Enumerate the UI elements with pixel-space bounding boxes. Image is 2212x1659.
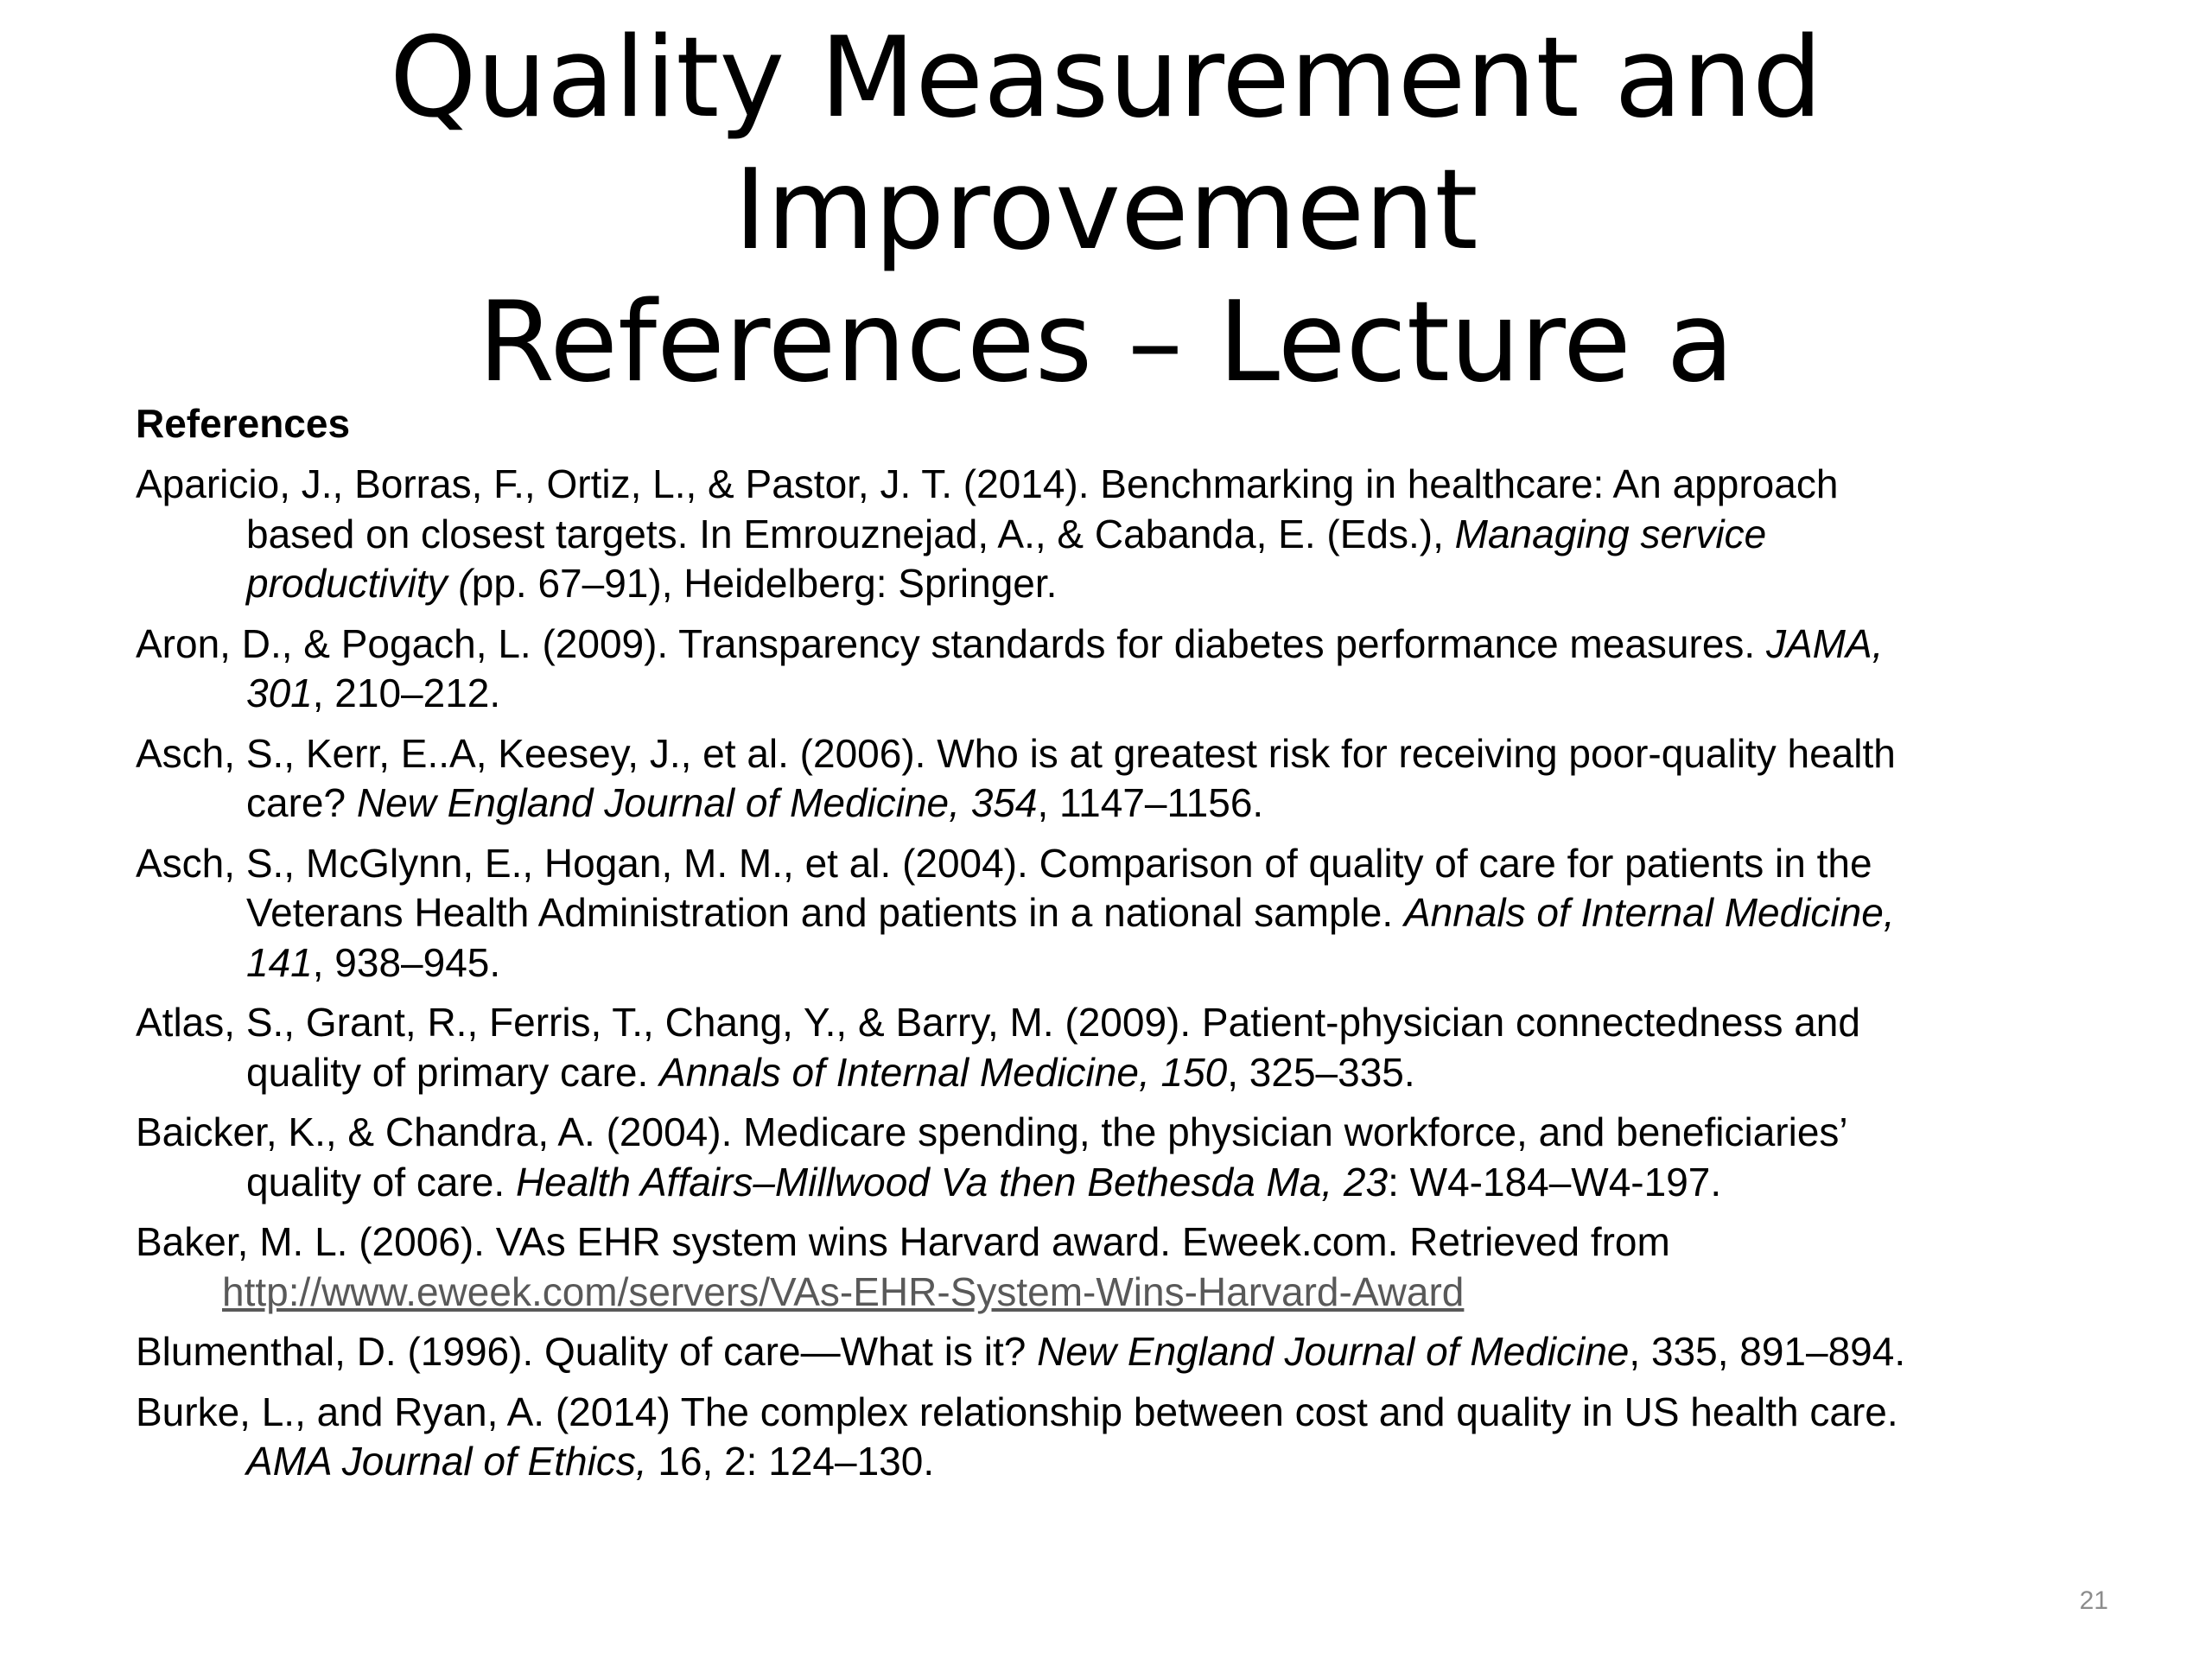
reference-text: Aron, D., & Pogach, L. (2009). Transparency standards for diabetes performance measures. <box>136 620 1766 666</box>
reference-source: New England Journal of Medicine, 354 <box>356 780 1038 825</box>
reference-line <box>246 938 2123 988</box>
reference-source: Annals of Internal Medicine, 150 <box>659 1049 1228 1095</box>
reference-text: : W4-184–W4-197. <box>1388 1159 1722 1205</box>
reference-line <box>136 1327 2123 1377</box>
slide-title-line-2: Improvement <box>734 146 1478 275</box>
reference-line <box>246 510 2123 560</box>
reference-source: productivity ( <box>246 561 472 606</box>
reference-text: quality of primary care. <box>246 1049 660 1095</box>
reference-line: Baicker, K., & Chandra, A. (2004). Medicare spending, the physician workforce, and beneficiaries’ <box>136 1109 1848 1154</box>
reference-source: Health Affairs–Millwood Va then Bethesda Ma, 23 <box>515 1159 1389 1205</box>
reference-item <box>136 729 2123 829</box>
reference-item <box>136 1388 2123 1487</box>
reference-item <box>136 460 2123 609</box>
reference-item <box>136 839 2123 988</box>
reference-text: , 210–212. <box>312 671 501 715</box>
reference-source: Managing service <box>1454 511 1767 556</box>
reference-text: pp. 67–91), Heidelberg: Springer. <box>471 561 1058 606</box>
reference-volume: 141 <box>246 939 313 985</box>
slide-title <box>259 12 1953 409</box>
slide-title-line-3: References – Lecture a <box>478 278 1734 407</box>
reference-line: Asch, S., Kerr, E..A, Keesey, J., et al. (2006). Who is at greatest risk for receiving poor-quality health <box>136 730 1896 776</box>
reference-line <box>222 1268 2123 1318</box>
reference-line <box>246 1158 2123 1208</box>
reference-text: , 1147–1156. <box>1037 780 1264 825</box>
reference-text: , 335, 891–894. <box>1629 1329 1906 1374</box>
reference-item <box>136 620 2123 719</box>
reference-text: 16, 2: 124–130. <box>646 1439 935 1484</box>
reference-item <box>136 1108 2123 1207</box>
reference-text: , 938–945. <box>312 939 501 985</box>
reference-line <box>246 779 2123 829</box>
reference-list <box>136 460 2123 1497</box>
reference-text: Blumenthal, D. (1996). Quality of care—What is it? <box>136 1329 1038 1374</box>
reference-item <box>136 998 2123 1097</box>
reference-line: Atlas, S., Grant, R., Ferris, T., Chang, Y., & Barry, M. (2009). Patient-physician connectedness and <box>136 1000 1860 1045</box>
reference-line <box>246 888 2123 938</box>
reference-line: Burke, L., and Ryan, A. (2014) The complex relationship between cost and quality in US health care. <box>136 1389 1898 1434</box>
reference-source: JAMA, <box>1765 620 1884 666</box>
references-heading: References <box>136 401 351 446</box>
reference-line: Aparicio, J., Borras, F., Ortiz, L., & Pastor, J. T. (2014). Benchmarking in healthcare: An approach <box>136 461 1839 506</box>
reference-text: care? <box>246 780 357 825</box>
slide-title-line-1: Quality Measurement and <box>389 14 1823 143</box>
reference-line <box>246 1048 2123 1098</box>
reference-text: , 325–335. <box>1227 1049 1415 1095</box>
page-number: 21 <box>2079 1586 2108 1615</box>
reference-line <box>246 559 2123 609</box>
reference-line <box>136 620 2123 670</box>
reference-source: AMA Journal of Ethics, <box>246 1439 647 1484</box>
reference-link[interactable]: http://www.eweek.com/servers/VAs-EHR-System-Wins-Harvard-Award <box>222 1268 1465 1314</box>
reference-item <box>136 1327 2123 1377</box>
reference-text: quality of care. <box>246 1159 516 1205</box>
reference-text: Veterans Health Administration and patients in a national sample. <box>246 890 1404 935</box>
reference-line: Asch, S., McGlynn, E., Hogan, M. M., et al. (2004). Comparison of quality of care for patients in the <box>136 840 1872 886</box>
reference-source: Annals of Internal Medicine, <box>1403 890 1895 935</box>
reference-line <box>246 669 2123 719</box>
reference-text: based on closest targets. In Emrouznejad, A., & Cabanda, E. (Eds.), <box>246 511 1455 556</box>
reference-line <box>246 1437 2123 1487</box>
reference-item <box>136 1217 2123 1317</box>
reference-source: New England Journal of Medicine <box>1037 1329 1630 1374</box>
reference-volume: 301 <box>246 671 313 715</box>
reference-line: Baker, M. L. (2006). VAs EHR system wins Harvard award. Eweek.com. Retrieved from <box>136 1219 1670 1264</box>
